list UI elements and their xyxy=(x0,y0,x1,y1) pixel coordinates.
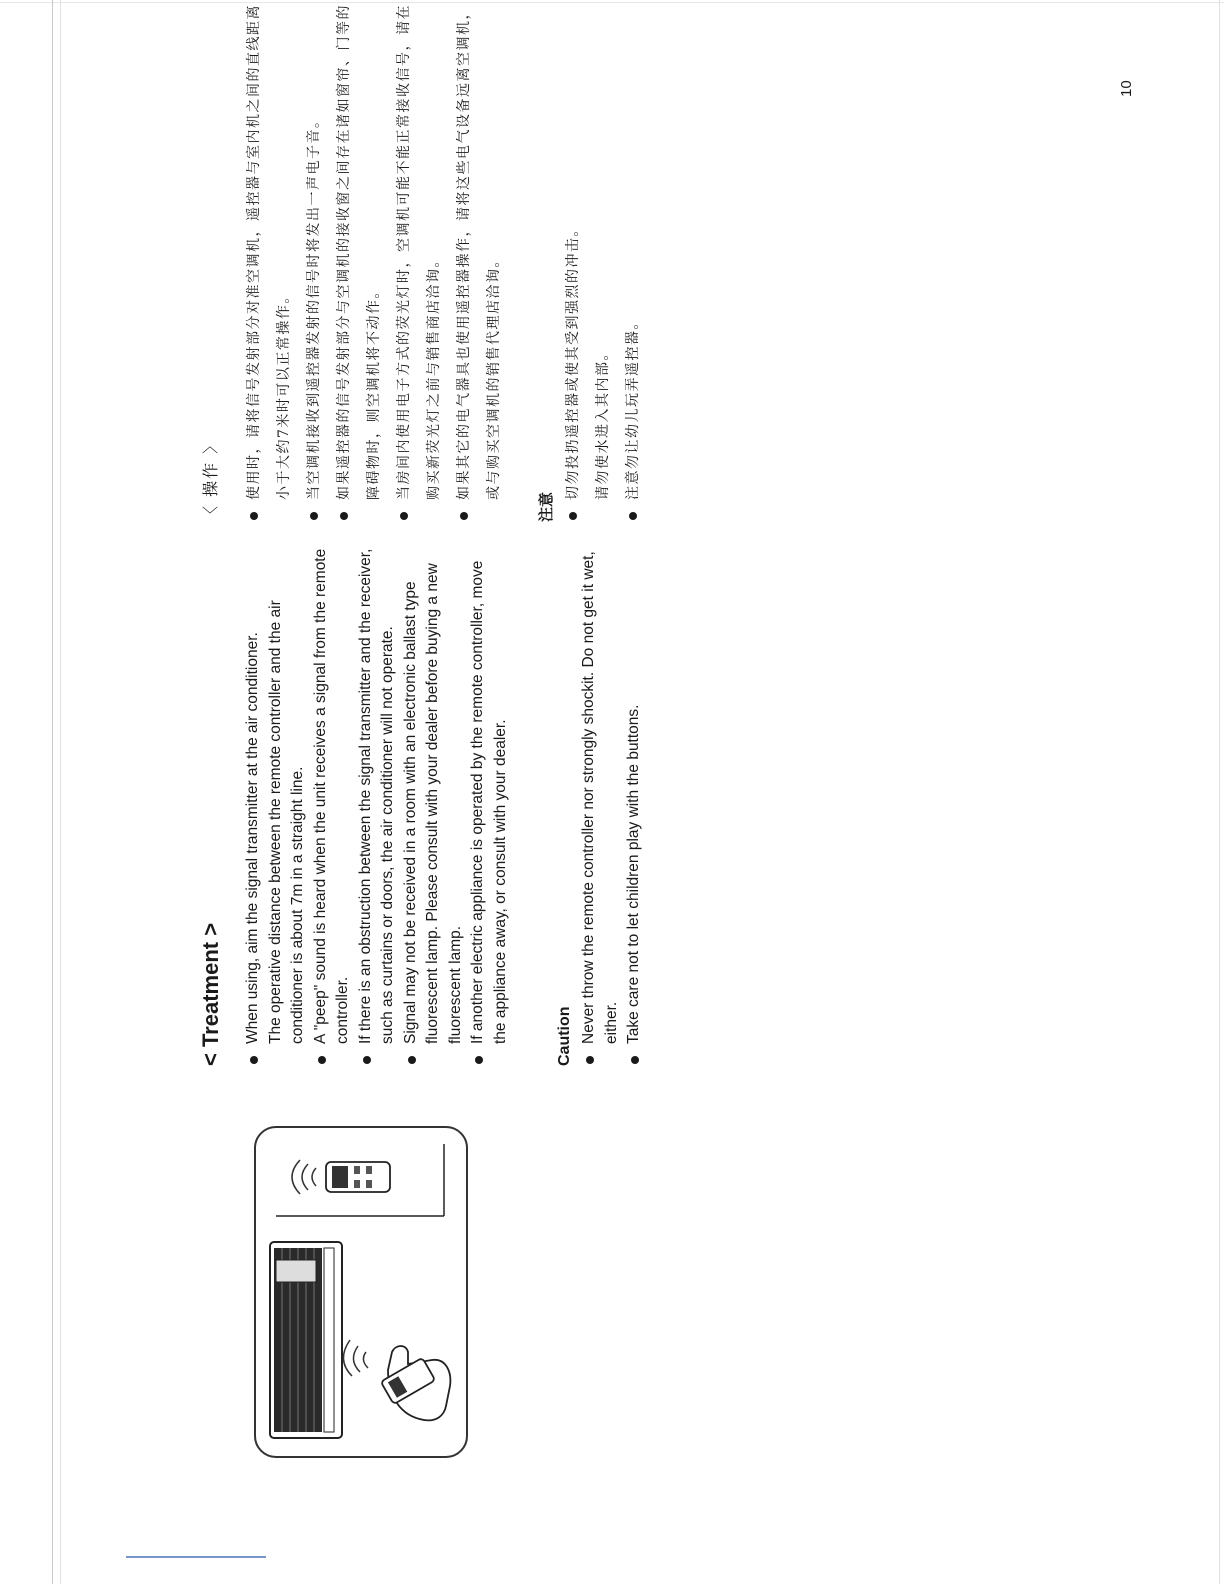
list-item: A "peep" sound is heard when the unit receives a signal from the remote controller. xyxy=(310,546,355,1066)
bullet-icon xyxy=(460,512,468,520)
list-item: 当空调机接收到遥控器发射的信号时将发出一声电子音。 xyxy=(299,2,329,522)
list-item: Never throw the remote controller nor strongly shockit. Do not get it wet, either. xyxy=(578,546,623,1066)
bullet-icon xyxy=(629,512,637,520)
chinese-heading: 〈 操作 〉 xyxy=(201,435,220,522)
list-item: If another electric appliance is operated by the remote controller, move the appliance away, or consult with your dealer. xyxy=(467,546,512,1066)
bullet-icon xyxy=(340,512,348,520)
list-item: 注意勿让幼儿玩弄遥控器。 xyxy=(618,2,648,522)
treatment-heading: < Treatment > xyxy=(198,922,223,1066)
list-item: Take care not to let children play with the buttons. xyxy=(623,546,646,1066)
bullet-icon xyxy=(631,1056,639,1064)
bullet-icon xyxy=(475,1056,483,1064)
chinese-column xyxy=(198,2,648,522)
bullet-icon xyxy=(250,1056,258,1064)
bullet-icon xyxy=(318,1056,326,1064)
page-number: 10 xyxy=(1118,80,1135,97)
english-column xyxy=(198,546,646,1066)
list-item: 如果其它的电气器具也使用遥控器操作，请将这些电气设备远离空调机，或与购买空调机的销售代理店洽询。 xyxy=(449,2,509,522)
caution-heading: Caution xyxy=(556,1006,573,1066)
english-caution-list xyxy=(578,546,646,1066)
chinese-caution-heading: 注意 xyxy=(537,491,555,522)
list-item: 使用时，请将信号发射部分对准空调机，遥控器与室内机之间的直线距离小于大约7米时可以正常操作。 xyxy=(239,2,299,522)
remote-control-illustration xyxy=(254,1126,468,1458)
bullet-icon xyxy=(586,1056,594,1064)
list-item: If there is an obstruction between the signal transmitter and the receiver, such as curtains or doors, the air conditioner will not operate. xyxy=(355,546,400,1066)
bullet-icon xyxy=(310,512,318,520)
list-item: When using, aim the signal transmitter at the air conditioner. The operative distance between the remote controller and the air conditioner is about 7m in a straight line. xyxy=(242,546,310,1066)
bullet-icon xyxy=(408,1056,416,1064)
chinese-treatment-list xyxy=(239,2,509,522)
chinese-caution-list xyxy=(558,2,648,522)
bullet-icon xyxy=(569,512,577,520)
list-item: 切勿投扔遥控器或使其受到强烈的冲击。 请勿使水进入其内部。 xyxy=(558,2,618,522)
list-item: 如果遥控器的信号发射部分与空调机的接收窗之间存在诸如窗帘、门等的障碍物时，则空调机将不动作。 xyxy=(329,2,389,522)
bullet-icon xyxy=(250,512,258,520)
bullet-icon xyxy=(400,512,408,520)
english-treatment-list xyxy=(242,546,512,1066)
list-item: 当房间内使用电子方式的荧光灯时，空调机可能不能正常接收信号，请在购买新荧光灯之前与销售商店洽询。 xyxy=(389,2,449,522)
air-conditioner-remote-svg xyxy=(256,1128,466,1456)
bullet-icon xyxy=(363,1056,371,1064)
list-item: Signal may not be received in a room with an electronic ballast type fluorescent lamp. Please consult with your dealer before buying a new fluorescent lamp. xyxy=(400,546,468,1066)
